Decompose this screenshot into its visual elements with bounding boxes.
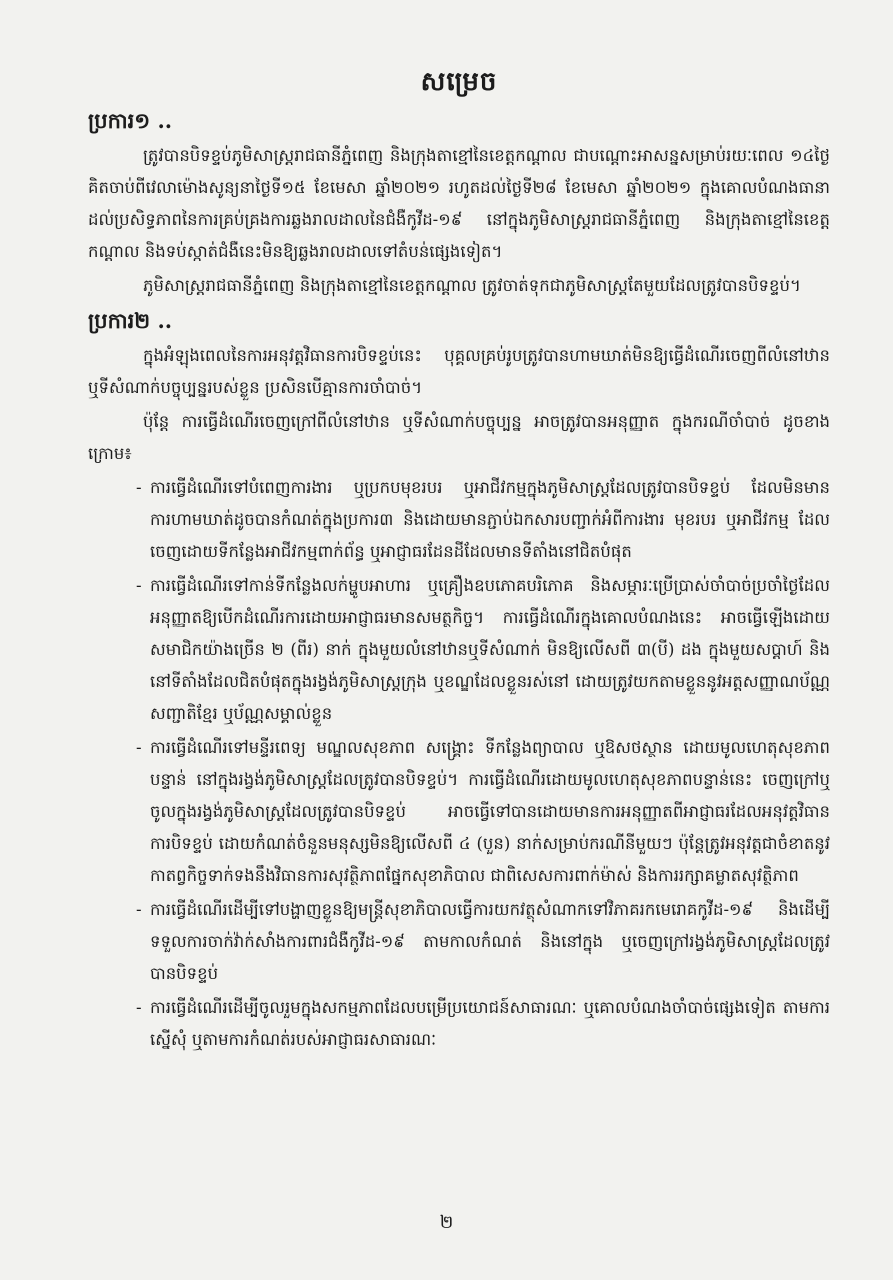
list-item-text: ការធ្វើដំណើរទៅបំពេញការងារ ឬប្រកបមុខរបរ ឬអាជីវកម្មក្នុងភូមិសាស្ត្រដែលត្រូវបានបិទខ្ទប់ ដែលមិនមានការហាមឃាត់ដូចបានកំណត់ក្នុងប្រការ៣ និងដោយមានភ្ជាប់ឯកសារបញ្ជាក់អំពីការងារ មុខរបរ ឬអាជីវកម្ម ដែលចេញដោយទីកន្លែងអាជីវកម្មពាក់ព័ន្ធ ឬអាជ្ញាធរដែនដីដែលមានទីតាំងនៅជិតបំផុត: [150, 478, 830, 561]
article-2-paragraph: ក្នុងអំឡុងពេលនៃការអនុវត្តវិធានការបិទខ្ទប់នេះ បុគ្គលគ្រប់រូបត្រូវបានហាមឃាត់មិនឱ្យធ្វើដំណើរចេញពីលំនៅឋាន ឬទីសំណាក់បច្ចុប្បន្នរបស់ខ្លួន ប្រសិនបើគ្មានការចាំបាច់។: [88, 346, 830, 397]
list-item: [136, 992, 830, 1056]
dash-bullet-icon: -: [136, 738, 142, 757]
list-item: [136, 570, 830, 730]
article-1-paragraph: ត្រូវបានបិទខ្ទប់ភូមិសាស្ត្ររាជធានីភ្នំពេញ និងក្រុងតាខ្មៅនៃខេត្តកណ្តាល ជាបណ្ដោះអាសន្នសម្រាប់រយៈពេល ១៤ថ្ងៃ គិតចាប់ពីវេលាម៉ោងសូន្យនាថ្ងៃទី១៥ ខែមេសា ឆ្នាំ២០២១ រហូតដល់ថ្ងៃទី២៨ ខែមេសា ឆ្នាំ២០២១ ក្នុងគោលបំណងធានាដល់ប្រសិទ្ធភាពនៃការគ្រប់គ្រងការឆ្លងរាលដាលនៃជំងឺកូវីដ-១៩ នៅក្នុងភូមិសាស្ត្ររាជធានីភ្នំពេញ និងក្រុងតាខ្មៅនៃខេត្តកណ្តាល និងទប់ស្កាត់ជំងឺនេះមិនឱ្យឆ្លងរាលដាលទៅតំបន់ផ្សេងទៀត។: [88, 146, 830, 261]
article-1-paragraph: ភូមិសាស្ត្ររាជធានីភ្នំពេញ និងក្រុងតាខ្មៅនៃខេត្តកណ្តាល ត្រូវចាត់ទុកជាភូមិសាស្ត្រតែមួយដែលត្រូវបានបិទខ្ទប់។: [143, 276, 801, 295]
dash-bullet-icon: -: [136, 576, 142, 595]
dash-bullet-icon: -: [136, 998, 142, 1017]
dash-bullet-icon: -: [136, 900, 142, 919]
document-title: សម្រេច: [420, 67, 498, 97]
list-item: [136, 732, 830, 892]
dash-bullet-icon: -: [136, 478, 142, 497]
article-2-bullet-list: [88, 472, 830, 1056]
list-item-text: ការធ្វើដំណើរដើម្បីចូលរួមក្នុងសកម្មភាពដែលបម្រើប្រយោជន៍សាធារណៈ ឬគោលបំណងចាំបាច់ផ្សេងទៀត តាមការស្នើសុំ ឬតាមការកំណត់របស់អាជ្ញាធរសាធារណៈ: [150, 998, 830, 1049]
document-body: [88, 66, 830, 1058]
list-item-text: ការធ្វើដំណើរទៅមន្ទីរពេទ្យ មណ្ឌលសុខភាព សង្គ្រោះ ទីកន្លែងព្យាបាល ឬឱសថស្ថាន ដោយមូលហេតុសុខភាពបន្ទាន់ នៅក្នុងរង្វង់ភូមិសាស្ត្រដែលត្រូវបានបិទខ្ទប់។ ការធ្វើដំណើរដោយមូលហេតុសុខភាពបន្ទាន់នេះ ចេញក្រៅឬចូលក្នុងរង្វង់ភូមិសាស្ត្រដែលត្រូវបានបិទខ្ទប់ អាចធ្វើទៅបានដោយមានការអនុញ្ញាតពីអាជ្ញាធរដែលអនុវត្តវិធានការបិទខ្ទប់ ដោយកំណត់ចំនួនមនុស្សមិនឱ្យលើសពី ៤ (បួន) នាក់សម្រាប់ករណីនីមួយៗ ប៉ុន្តែត្រូវអនុវត្តជាចំខាតនូវកាតព្វកិច្ចទាក់ទងនឹងវិធានការសុវត្ថិភាពផ្នែកសុខាភិបាល ជាពិសេសការពាក់ម៉ាស់ និងការរក្សាគម្លាតសុវត្ថិភាព: [150, 738, 830, 885]
list-item-text: ការធ្វើដំណើរដើម្បីទៅបង្ហាញខ្លួនឱ្យមន្ត្រីសុខាភិបាលធ្វើការយកវត្ថុសំណាកទៅវិភាគរកមេរោគកូវីដ-១៩ និងដើម្បីទទួលការចាក់វ៉ាក់សាំងការពារជំងឺកូវីដ-១៩ តាមកាលកំណត់ និងនៅក្នុង ឬចេញក្រៅរង្វង់ភូមិសាស្ត្រដែលត្រូវបានបិទខ្ទប់: [150, 900, 830, 983]
article-2-paragraph: ប៉ុន្តែ ការធ្វើដំណើរចេញក្រៅពីលំនៅឋាន ឬទីសំណាក់បច្ចុប្បន្ន អាចត្រូវបានអនុញ្ញាត ក្នុងករណីចាំបាច់ ដូចខាងក្រោម៖: [88, 412, 830, 463]
page-number: ២: [439, 1212, 454, 1233]
list-item: [136, 472, 830, 568]
article-1-heading: ប្រការ១ ..: [88, 108, 173, 133]
list-item: [136, 894, 830, 990]
list-item-text: ការធ្វើដំណើរទៅកាន់ទីកន្លែងលក់ម្ហូបអាហារ ឬគ្រឿងឧបភោគបរិភោគ និងសម្ភារៈប្រើប្រាស់ចាំបាច់ប្រចាំថ្ងៃដែលអនុញ្ញាតឱ្យបើកដំណើរការដោយអាជ្ញាធរមានសមត្ថកិច្ច។ ការធ្វើដំណើរក្នុងគោលបំណងនេះ អាចធ្វើឡើងដោយសមាជិកយ៉ាងច្រើន ២ (ពីរ) នាក់ ក្នុងមួយលំនៅឋានឬទីសំណាក់ មិនឱ្យលើសពី ៣(បី) ដង ក្នុងមួយសប្ដាហ៍ និងនៅទីតាំងដែលជិតបំផុតក្នុងរង្វង់ភូមិសាស្ត្រក្រុង ឬខណ្ឌដែលខ្លួនរស់នៅ ដោយត្រូវយកតាមខ្លួននូវអត្តសញ្ញាណប័ណ្ណសញ្ជាតិខ្មែរ ឬប័ណ្ណសម្គាល់ខ្លួន: [150, 576, 830, 723]
article-2-heading: ប្រការ២ ..: [88, 308, 173, 333]
